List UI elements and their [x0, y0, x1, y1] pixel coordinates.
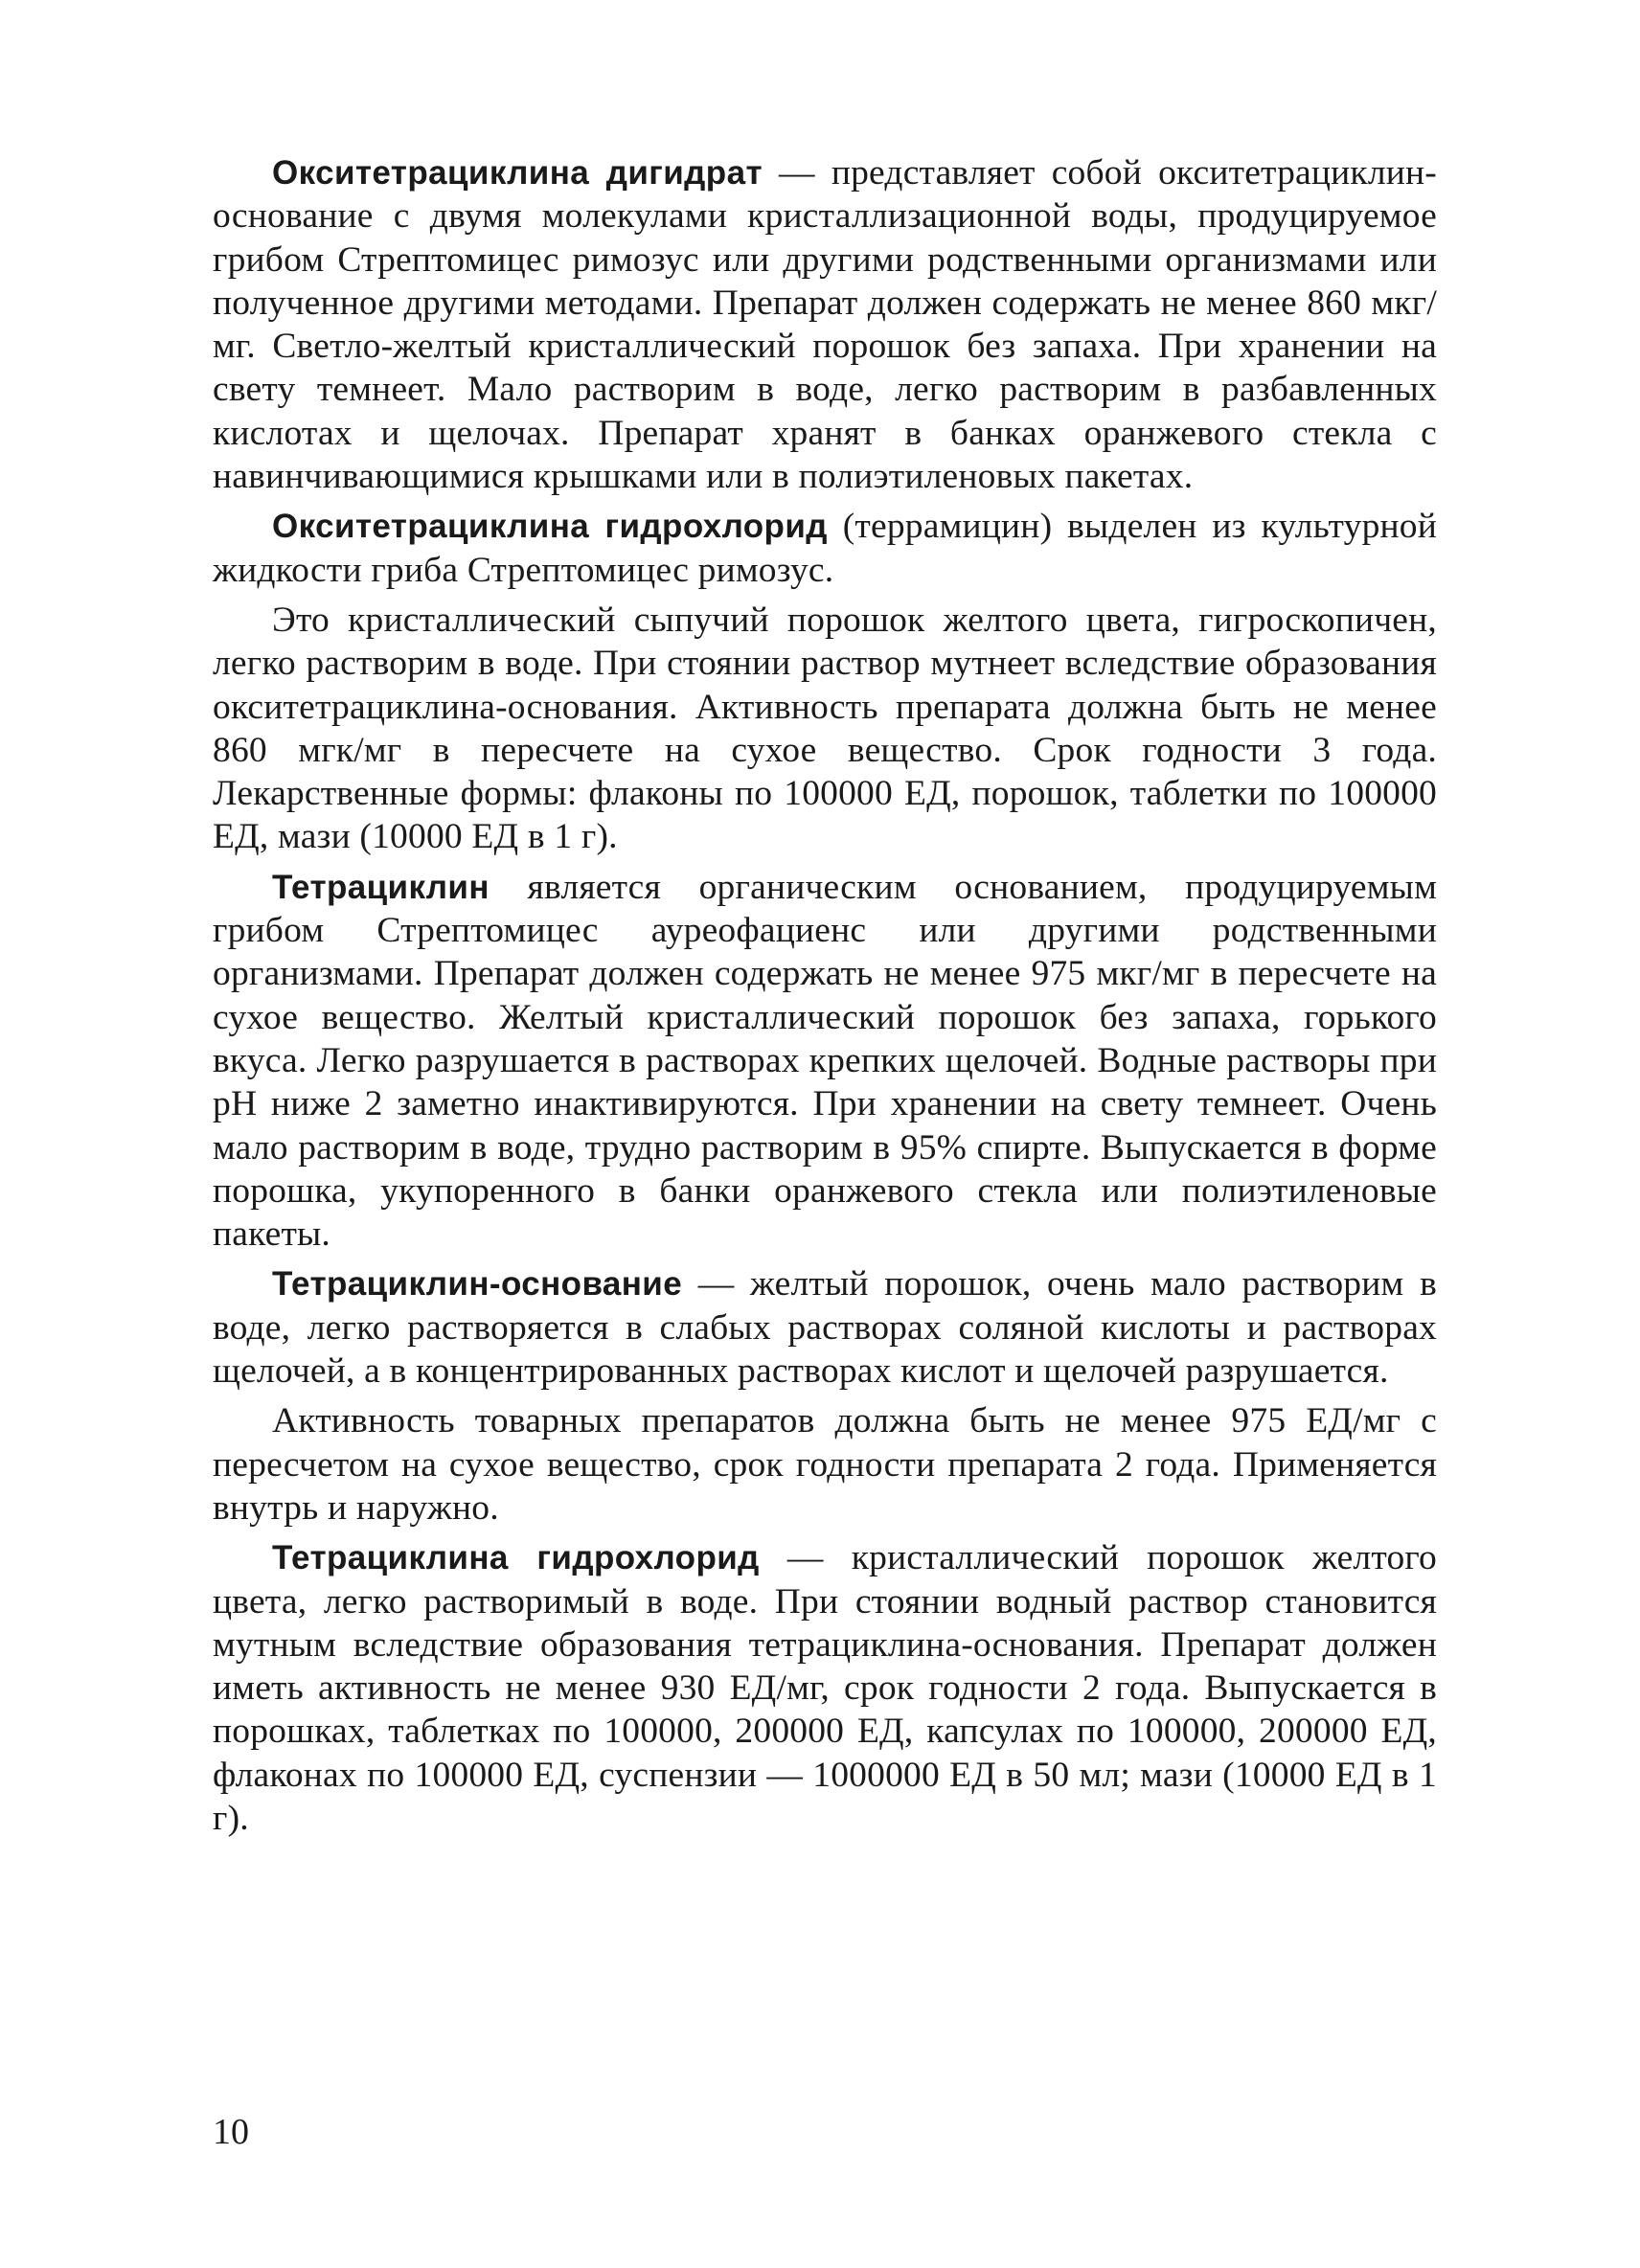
paragraph-text: — представляет собой окситетрациклин-основание с двумя молекулами кристаллизационной воды, продуцируемое грибом Стрептомицес римозус или другими родственными организмами или полученное другими методами. Препарат должен содержать не менее 860 мкг/мг. Светло-желтый кристаллический порошок без запаха. При хранении на свету темнеет. Мало растворим в воде, легко растворим в разбавленных кислотах и щелочах. Препарат хранят в банках оранжевого стекла с навинчивающимися крышками или в полиэтиленовых пакетах.: [213, 153, 1437, 497]
paragraph-text: (террамицин) выделен из культурной жидкости гриба Стрептомицес римозус.: [213, 507, 1438, 590]
paragraph-oxytetracycline-dihydrate: [213, 151, 1437, 498]
paragraph-tetracycline-base: [213, 1262, 1437, 1393]
term-oxytetracycline-hydrochloride: Окситетрациклина гидрохлорид: [272, 508, 828, 546]
term-tetracycline: Тетрациклин: [272, 868, 490, 906]
paragraph-text: — желтый порошок, очень мало растворим в воде, легко растворяется в слабых растворах соляной кислоты и растворах щелочей, а в концентрированных растворах кислот и щелочей разрушается.: [213, 1264, 1437, 1392]
paragraph-text: — кристаллический порошок желтого цвета, легко растворимый в воде. При стоянии водный раствор становится мутным вследствие образования тетрациклина-основания. Препарат должен иметь активность не менее 930 ЕД/мг, срок годности 2 года. Выпускается в порошках, таблетках по 100000, 200000 ЕД, капсулах по 100000, 200000 ЕД, флаконах по 100000 ЕД, суспензии — 1000000 ЕД в 50 мл; мази (10000 ЕД в 1 г).: [213, 1538, 1437, 1838]
paragraph-oxytetracycline-properties: [213, 599, 1437, 859]
paragraph-tetracycline-hydrochloride: [213, 1536, 1437, 1840]
term-tetracycline-base: Тетрациклин-основание: [272, 1265, 683, 1304]
term-tetracycline-hydrochloride: Тетрациклина гидрохлорид: [272, 1539, 760, 1577]
paragraph-text: Активность товарных препаратов должна быть не менее 975 ЕД/мг с пересчетом на сухое вещество, срок годности препарата 2 года. Применяется внутрь и наружно.: [213, 1401, 1437, 1528]
body-text: [213, 151, 1437, 1847]
paragraph-text: Это кристаллический сыпучий порошок желтого цвета, гигроскопичен, легко растворим в воде. При стоянии раствор мутнеет вследствие образования окситетрациклина-основания. Активность препарата должна быть не менее 860 мгк/мг в пересчете на сухое вещество. Срок годности 3 года. Лекарственные формы: флаконы по 100000 ЕД, порошок, таблетки по 100000 ЕД, мази (10000 ЕД в 1 г).: [213, 600, 1437, 857]
page-number: 10: [213, 2112, 249, 2152]
paragraph-text: является органическим основанием, продуцируемым грибом Стрептомицес ауреофациенс или другими родственными организмами. Препарат должен содержать не менее 975 мкг/мг в пересчете на сухое вещество. Желтый кристаллический порошок без запаха, горького вкуса. Легко разрушается в растворах крепких щелочей. Водные растворы при pH ниже 2 заметно инактивируются. При хранении на свету темнеет. Очень мало растворим в воде, трудно растворим в 95% спирте. Выпускается в форме порошка, укупоренного в банки оранжевого стекла или полиэтиленовые пакеты.: [213, 867, 1437, 1255]
paragraph-tetracycline: [213, 866, 1437, 1257]
term-oxytetracycline-dihydrate: Окситетрациклина дигидрат: [272, 154, 763, 192]
paragraph-oxytetracycline-hydrochloride: [213, 505, 1437, 592]
paragraph-tetracycline-base-activity: [213, 1399, 1437, 1530]
